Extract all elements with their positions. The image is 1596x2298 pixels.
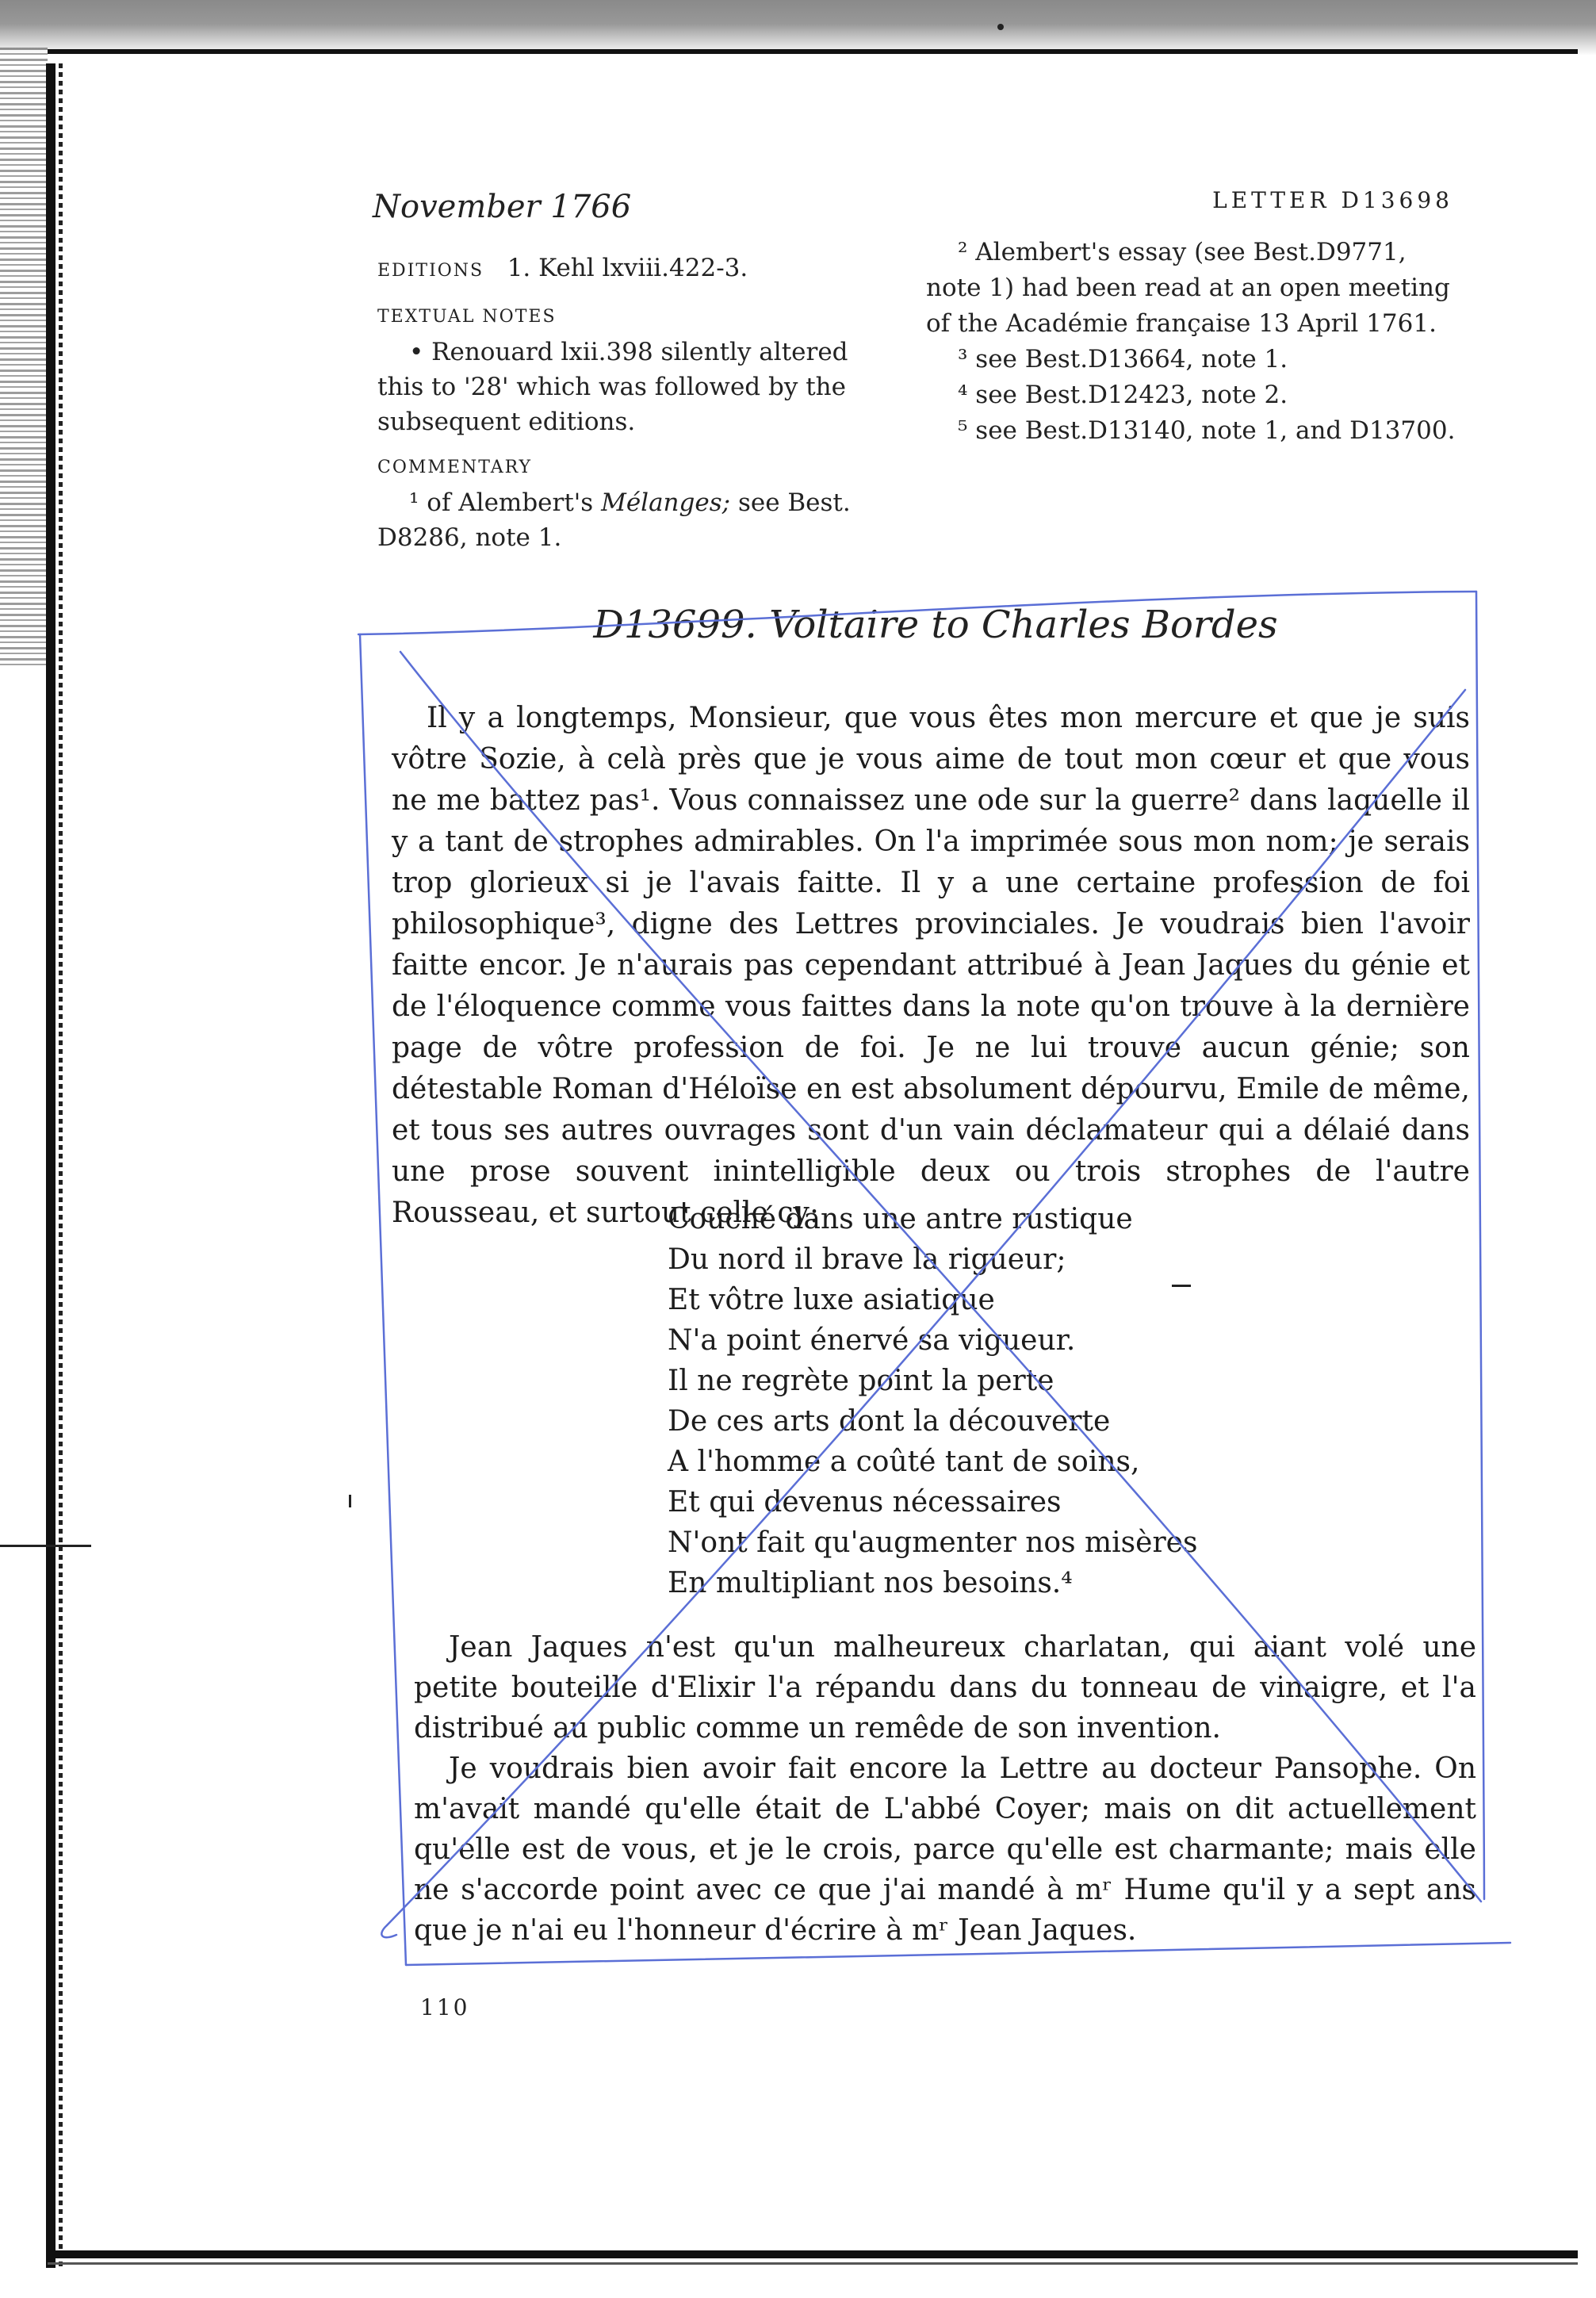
- scan-mark: [1172, 1285, 1191, 1287]
- notes-right-column: [926, 235, 1465, 449]
- editions-note: [377, 251, 901, 289]
- textual-notes-heading: [377, 297, 901, 335]
- page-border-left-dotted: [59, 63, 63, 2268]
- poem-line: N'ont fait qu'augmenter nos misères: [668, 1526, 1198, 1559]
- letter-body-bottom: [414, 1627, 1476, 1951]
- scan-mark: [349, 1495, 351, 1507]
- commentary-note: [377, 485, 901, 555]
- pen-x-hook: [381, 1925, 396, 1937]
- page-border-bottom-thin: [48, 2262, 1578, 2265]
- scan-edge-left: [0, 48, 48, 666]
- page-border-left: [46, 63, 55, 2268]
- poem-line: Du nord il brave la rigueur;: [668, 1243, 1066, 1276]
- letter-paragraph-1: Il y a longtemps, Monsieur, que vous êtes mon mercure et que je suis vôtre Sozie, à celà près que je vous aime de tout mon cœur et que vous ne me battez pas¹. Vous connaissez une ode sur la guerre² dans laquelle il y a tant de strophes admirables. On l'a imprimée sous mon nom; je serais trop glorieux si je l'avais faitte. Il y a une certaine profession de foi philosophique³, digne des Lettres provinciales. Je voudrais bien l'avoir faitte encor. Je n'aurais pas cependant attribué à Jean Jaques du génie et de l'éloquence comme vous faittes dans la note qu'on trouve à la dernière page de vôtre profession de foi. Je ne lui trouve aucun génie; son détestable Roman d'Héloïse en est absolument dépourvu, Emile de même, et tous ses autres ouvrages sont d'un vain déclamateur qui a délaié dans une prose souvent inintelligible deux ou trois strophes de l'autre Rousseau, et surtout celle cy:: [392, 702, 1470, 1229]
- poem-line: En multipliant nos besoins.⁴: [668, 1567, 1073, 1599]
- page-border-top: [48, 49, 1578, 54]
- commentary-heading: [377, 447, 901, 485]
- commentary-label: COMMENTARY: [377, 458, 533, 477]
- scan-edge-top: [0, 0, 1596, 56]
- poem-line: De ces arts dont la découverte: [668, 1405, 1111, 1438]
- footnote-3: ³ see Best.D13664, note 1.: [958, 345, 1288, 373]
- commentary-note-prefix: ¹ of Alembert's: [409, 488, 594, 517]
- running-head-date: November 1766: [373, 189, 632, 225]
- footnote-2: ² Alembert's essay (see Best.D9771, note 1) had been read at an open meeting of the Académie française 13 April 1761.: [926, 238, 1450, 338]
- footnote-5: ⁵ see Best.D13140, note 1, and D13700.: [958, 416, 1456, 445]
- poem-line: N'a point énervé sa vigueur.: [668, 1324, 1076, 1357]
- notes-left-column: [377, 251, 901, 563]
- poem-line: Et qui devenus nécessaires: [668, 1486, 1062, 1519]
- footnote-4: ⁴ see Best.D12423, note 2.: [958, 381, 1288, 409]
- poem-line: Et vôtre luxe asiatique: [668, 1284, 995, 1316]
- textual-notes-label: TEXTUAL NOTES: [377, 307, 557, 327]
- poem-line: A l'homme a coûté tant de soins,: [668, 1446, 1140, 1478]
- scan-mark: [0, 1545, 91, 1547]
- editions-label: EDITIONS: [377, 261, 484, 281]
- page-border-bottom: [48, 2250, 1578, 2258]
- commentary-note-italic: Mélanges;: [601, 488, 731, 517]
- pen-box-right: [1476, 592, 1484, 1899]
- letter-paragraph-2: Jean Jaques n'est qu'un malheureux charlatan, qui aiant volé une petite bouteille d'Elixir l'a répandu dans du tonneau de vinaigre, et l'a distribué au public comme un remêde de son invention.: [414, 1631, 1476, 1745]
- letter-paragraph-3: Je voudrais bien avoir fait encore la Lettre au docteur Pansophe. On m'avait mandé qu'elle était de L'abbé Coyer; mais on dit actuellement qu'elle est de vous, et je le crois, parce qu'elle est charmante; mais elle ne s'accorde point avec ce que j'ai mandé à mʳ Hume qu'il y a sept ans que je n'ai eu l'honneur d'écrire à mʳ Jean Jaques.: [414, 1752, 1476, 1947]
- editions-text: 1. Kehl lxviii.422-3.: [507, 254, 748, 282]
- running-head-letter: LETTER D13698: [1212, 187, 1453, 213]
- scan-speck: [997, 24, 1004, 30]
- commentary-note-suffix: see Best. D8286, note 1.: [377, 488, 851, 552]
- letter-body-top: [392, 698, 1470, 1234]
- textual-note: • Renouard lxii.398 silently altered this to '28' which was followed by the subsequent editions.: [377, 338, 848, 436]
- letter-title: D13699. Voltaire to Charles Bordes: [593, 603, 1278, 647]
- poem-line: Il ne regrète point la perte: [668, 1365, 1054, 1397]
- page-number: 110: [420, 1994, 470, 2020]
- poem-line: Couché dans une antre rustique: [668, 1203, 1133, 1235]
- poem-quotation: [668, 1199, 1223, 1603]
